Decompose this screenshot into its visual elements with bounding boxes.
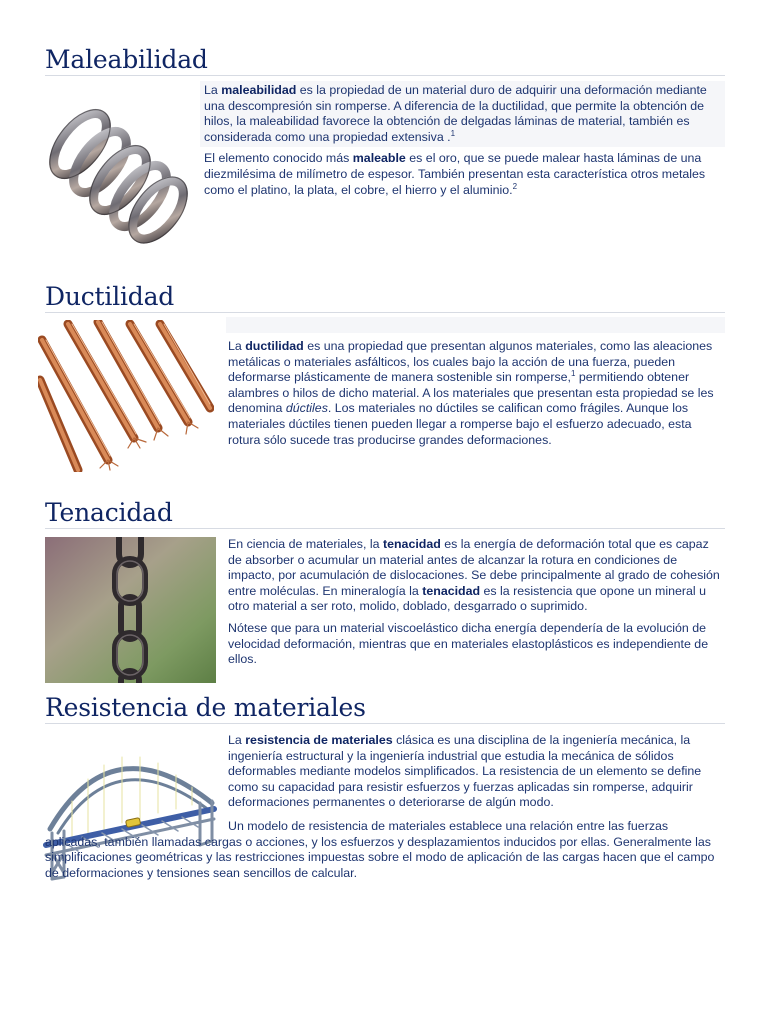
maleabilidad-text <box>204 83 724 204</box>
resistencia-paragraph-1: La resistencia de materiales clásica es una disciplina de la ingeniería mecánica, la ingeniería estructural y la ingeniería industrial que estudia la mecánica de sólidos deformables mediante modelos simplificados. La resistencia de un elemento se define como su capacidad para resistir esfuerzos y fuerzas aplicadas sin romperse, adquirir deformaciones permanentes o deteriorarse de algún modo. <box>228 733 702 810</box>
section-title-ductilidad: Ductilidad <box>45 282 725 313</box>
maleabilidad-paragraph-2: El elemento conocido más maleable es el oro, que se puede malear hasta láminas de una diezmilésima de milímetro de espesor. También presentan esta característica otros metales como el platino, la plata, el cobre, el hierro y el aluminio.$^2$ <box>204 151 706 197</box>
resistencia-text <box>228 733 724 817</box>
tenacidad-text <box>228 537 724 674</box>
section-title-tenacidad: Tenacidad <box>45 498 725 529</box>
ductilidad-paragraph-1: La ductilidad es una propiedad que presentan algunos materiales, como las aleaciones metálicas o materiales asfálticos, los cuales bajo la acción de una fuerza, pueden deformarse plásticamente de manera sostenible sin romperse,$^1$ permitiendo obtener alambres o hilos de dicho material. A los materiales que presentan esta propiedad se les denomina dúctiles. Los materiales no dúctiles se califican como frágiles. Aunque los materiales dúctiles tienen pueden llegar a romperse bajo el esfuerzo adecuado, esta rotura sólo sucede tras producirse grandes deformaciones. <box>228 339 714 447</box>
resistencia-paragraph-2: Un modelo de resistencia de materiales establece una relación entre las fuerzas aplicadas, también llamadas cargas o acciones, y los esfuerzos y desplazamientos inducidos por ellas. Generalmente las simplificaciones geométricas y las restricciones impuestas sobre el modo de aplicación de las cargas hacen que el campo de deformaciones y tensiones sean sencillos de calcular. <box>45 819 715 880</box>
chain-links-icon <box>45 537 216 683</box>
resistencia-text-2 <box>45 819 725 887</box>
maleabilidad-paragraph-1: La maleabilidad es la propiedad de un material duro de adquirir una deformación mediante una descompresión sin romperse. A diferencia de la ductilidad, que permite la obtención de hilos, la maleabilidad favorece la obtención de delgadas láminas de material, también es considerada como una propiedad extensiva .$^1$ <box>204 83 707 144</box>
tenacidad-paragraph-2: Nótese que para un material viscoelástico dicha energía dependería de la evolución de velocidad deformación, mientras que en materiales elastoplásticos es independiente de ellos. <box>228 620 709 667</box>
section-title-maleabilidad: Maleabilidad <box>45 45 725 76</box>
copper-wires-icon <box>38 320 214 472</box>
tenacidad-paragraph-1: En ciencia de materiales, la tenacidad es la energía de deformación total que es capaz de absorber o acumular un material antes de alcanzar la rotura en condiciones de impacto, por acumulación de dislocaciones. Se debe principalmente al grado de cohesión entre moléculas. En mineralogía la tenacidad es la resistencia que opone un mineral u otro material a ser roto, molido, doblado, desgarrado o suprimido. <box>228 537 720 614</box>
metal-spiral-strip-icon <box>38 92 194 244</box>
section-title-resistencia: Resistencia de materiales <box>45 693 725 724</box>
ductilidad-text <box>228 339 722 454</box>
paragraph-highlight <box>226 317 725 333</box>
